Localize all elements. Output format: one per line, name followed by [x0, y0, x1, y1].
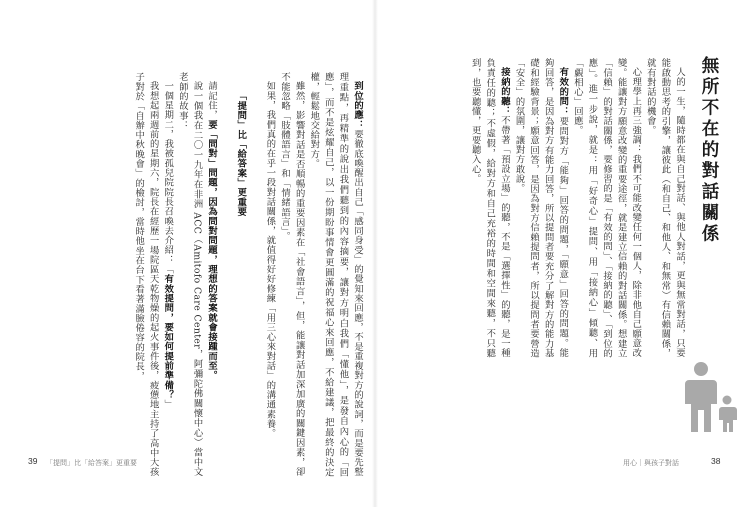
left-body-text [52, 72, 364, 477]
paragraph: 說一個我在二〇一九年在非洲 ACC（Amitofo Care Center，阿彌陀佛關懷中心）當中文老師的故事： [176, 72, 203, 477]
bold-statement: 要「問對」問題，因為問對問題，理想的答案就會接踵而至。 [206, 119, 218, 381]
paragraph: 我想起兩週前的星期六，院長在經歷一場院區天乾物燥的起火事件後，疲憊地主持了高中大孩子對於「自辦中秋晚會」的檢討，當時他坐在台下看著滿臉倦容的院長， [133, 72, 159, 477]
paragraph-listening [467, 58, 511, 358]
paragraph: 人的一生，隨時都在與自己對話、與他人對話，更與無常對話，只要能啟動思考的引擎，讓彼此（和自己、和他人、和無常）有信賴關係，就有對話的機會。 [644, 58, 685, 358]
right-page [378, 0, 750, 507]
paragraph-text: 不帶著「預設立場」的聽，不是「選擇性」的聽，是一種負責任的聽；不虛假，給對方和自己充裕的時間和空間來聽，不只聽到，也要聽懂，更要聽入心。 [469, 58, 510, 358]
paragraph: 心理學上再三強調：我們不可能改變任何一個人，除非他自己願意改變。能讓對方願意改變的重要途徑，就是建立信賴的對話關係。想建立「信賴」的對話關係，要修習的是「有效的問」、「接納的聽」、「到位的應」。進一步說，就是：用「好奇心」提問、用「接納心」傾聽、用「覷相心」回應。 [571, 58, 642, 358]
page-number-left: 39 [28, 456, 38, 466]
paragraph-question: 一個星期二，我被孤兒院院長召喚去介紹：「有效提問，要如何提前準備？」 [162, 81, 174, 410]
bold-question: 有效提問，要如何提前準備？ [162, 274, 174, 400]
paragraph-asking [511, 58, 569, 358]
lead-listening: 接納的聽： [498, 67, 510, 116]
paragraph-text: 要問對方「能夠」回答的問題，「願意」回答的問題。能夠回答，是因為對方有能力回答，所以提問者要充分了解對方的能力基礎和經驗背景；願意回答，是因為對方信賴提問者，所以提問者要營造「安全」的氛圍，讓對方敢說。 [513, 58, 569, 358]
paragraph: 雖然，影響對話是否順暢的重要因素在「社會語言」，但，能讓對話加深加廣的關鍵因素，卻不能忽略「肢體語言」和「情緒語言」。 [279, 72, 305, 477]
running-head-right: 用心｜與孩子對話 [623, 459, 679, 467]
person-silhouette-icon [675, 360, 739, 434]
paragraph: 如果，我們真的在乎一段對話關係，就值得好好修練「用三心來對話」的溝通素養。 [264, 81, 276, 439]
chapter-title: 無所不在的對話關係 [699, 56, 719, 245]
spacer [247, 72, 262, 477]
paragraph-text: 要徹底喚醒出自己「感同身受」的覺知來回應，不是重複對方的說詞，而是要先整理重點，再精準的說出我們聽到的內容摘要，讓對方明白我們「懂他」，是發自內心的「回應」，而不是炫耀自己，以一份期盼事情會更圓滿的祝福心來回應，不給建議，把最終的決定權，輕鬆地交給對方。 [308, 72, 363, 477]
left-page [0, 0, 372, 507]
lead-response: 到位的應： [352, 81, 363, 130]
spacer [218, 72, 233, 477]
page-number-right: 38 [711, 456, 721, 466]
paragraph-prefix: 請記住， [206, 81, 218, 120]
right-body-text [421, 58, 686, 358]
paragraph-response [306, 72, 364, 477]
lead-asking: 有效的問： [557, 67, 569, 117]
section-heading: 「提問」比「給答案」更重要 [235, 90, 247, 217]
running-head-left: 「提問」比「給答案」更重要 [46, 459, 137, 467]
paragraph-remember [203, 72, 218, 477]
